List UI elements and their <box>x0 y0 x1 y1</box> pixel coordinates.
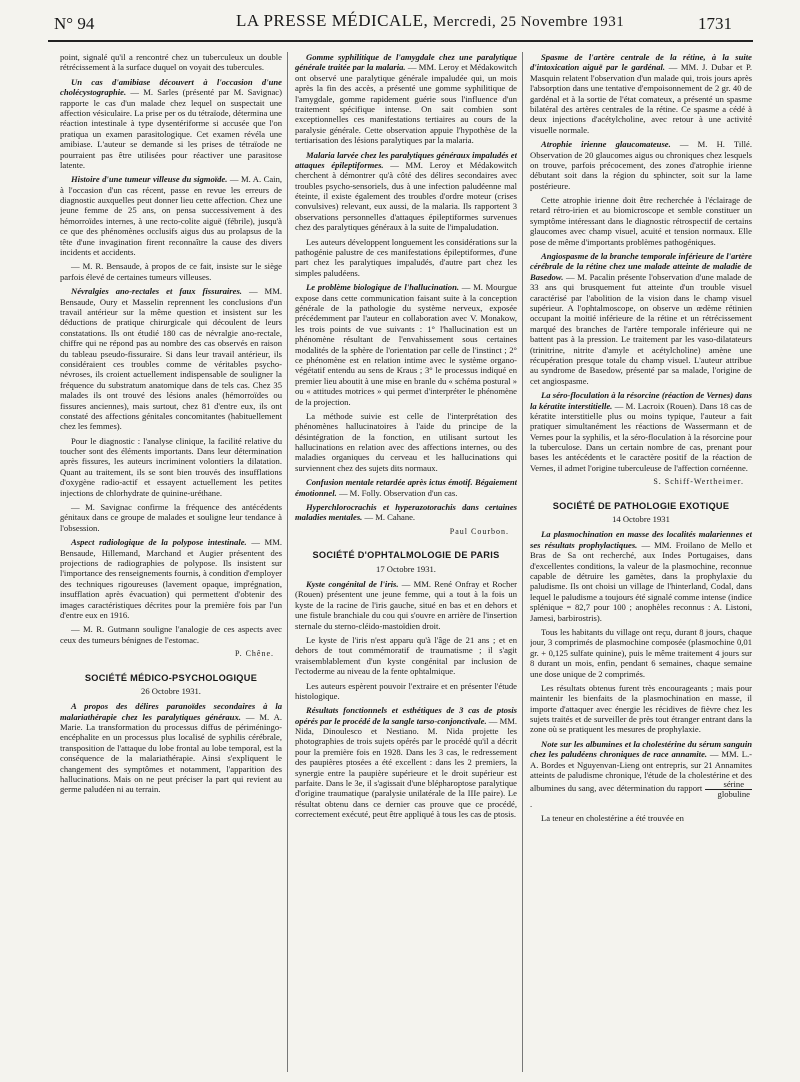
signature: P. Chêne. <box>235 649 274 659</box>
paragraph: point, signalé qu'il a rencontré chez un tuberculeux un double rétrécissement à la surface duquel on voyait des tubercules. <box>60 52 282 73</box>
page-number: 1731 <box>698 14 732 33</box>
column-middle <box>295 52 517 1077</box>
article <box>295 150 517 233</box>
section-heading: SOCIÉTÉ DE PATHOLOGIE EXOTIQUE <box>552 500 730 511</box>
column-left <box>60 52 282 1077</box>
article-body: — MM. René Onfray et Rocher (Rouen) présentent une jeune femme, qui a tout à la fois un kyste de la racine de l'iris gauche, situé en bas et en dehors et une fistule branchiale du cou qui s'ouvre en arrière de l'insertion sternale du sterno-cléido-mastoïdien droit. <box>295 578 517 631</box>
article-title: Aspect radiologique de la polypose intestinale. <box>71 537 247 548</box>
article-title: Gomme syphilitique de l'amygdale chez une paralytique générale traitée par la malaria. <box>295 52 517 73</box>
journal-name: LA PRESSE MÉDICALE, <box>236 11 434 30</box>
article-body: — MM. Nida, Dinoulesco et Nestiano. M. Nida projette les photographies de trois sujets opérés par le procédé qu'il a décrit pour la première fois en 1928. Dans les 3 cas, le redressement des paupières ptosées a été excellent : dans les 2 premiers, la synergie entre la paupière supérieure et le droit supérieur est parfaite. Dans le 3e, il s'agissait d'une blépharoptose paralytique d'origine traumatique (paralysie unilatérale de la IIIe paire). Le résultat obtenu dans ce dernier cas prouve que ce procédé, correctement exécuté, peut être appliqué à tous les cas de ptosis. <box>295 715 517 820</box>
paragraph: La méthode suivie est celle de l'interprétation des phénomènes hallucinatoires à l'aide du principe de la désintégration de la fonction, en utilisant surtout les hallucinations en relation avec des affections internes, ou des maladies organiques du cerveau et les hallucinations qui surviennent chez des sujets dits normaux. <box>295 410 517 473</box>
article <box>60 174 282 257</box>
article-title: Angiospasme de la branche temporale inférieure de l'artère cérébrale de la rétine chez une malade atteinte de maladie de Basedow. <box>530 251 752 282</box>
article-title: La plasmochination en masse des localités malariennes et ses résultats prophylactiques. <box>530 529 752 550</box>
article-title: Névralgies ano-rectales et faux fissuraires. <box>71 286 242 297</box>
header-rule <box>48 40 753 42</box>
discussion: — M. R. Gutmann souligne l'analogie de ces aspects avec ceux des tumeurs bénignes de l'estomac. <box>60 624 282 645</box>
column-divider <box>522 52 523 1072</box>
fraction-numerator: sérine <box>705 780 752 790</box>
article-body: — M. A. Cain, à l'occasion d'un cas récent, passe en revue les erreurs de diagnostic auxquelles peut donner lieu cette affection. Chez une jeune femme de 25 ans, on pensa successivement à des hémorroïdes internes, à une recto-colite aiguë (fébrile), jusqu'à ce que des phénomènes occlusifs aigus dus au prolapsus de la tête d'une invagination firent reconnaître la cause des divers incidents et accidents. <box>60 174 282 258</box>
paragraph: La teneur en cholestérine a été trouvée en <box>541 812 684 823</box>
article-title: Résultats fonctionnels et esthétiques de 3 cas de ptosis opérés par le procédé de la sangle tarso-conjonctivale. <box>295 705 517 726</box>
article-title: Atrophie irienne glaucomateuse. <box>541 139 671 150</box>
article-body: — M. Pacalin présente l'observation d'une malade de 33 ans qui brusquement fut atteinte d'un trouble visuel caractérisé par l'abolition de la vision dans le champ visuel supérieur. A l'ophtalmoscope, on observe un œdème rétinien occupant la moitié inférieure de la rétine et un rétrécissement marqué des branches de l'artère temporale inférieure qui ne battent pas à la pression. Le traitement par les vaso-dilatateurs (trinitrine, nitrite d'amyle et acétylcholine) amène une récupération presque totale du champ visuel. L'auteur attribue au syndrome de Basedow, présenté par sa malade, l'origine de cet angiospasme. <box>530 271 752 386</box>
article <box>295 282 517 407</box>
article-title: La séro-floculation à la résorcine (réaction de Vernes) dans la kératite interstitielle. <box>530 390 752 411</box>
section-date: 17 Octobre 1931. <box>376 563 436 574</box>
paragraph: Les résultats obtenus furent très encourageants ; mais pour maintenir les bienfaits de la plasmochination en masse, il importe d'attaquer avec énergie les récidives de fièvre chez les sujets traités et de surveiller de près tout étranger entrant dans la zone où se pratiquent les mesures de prophylaxie. <box>530 682 752 735</box>
issue-date: Mercredi, 25 Novembre 1931 <box>433 14 625 30</box>
journal-title <box>236 11 624 31</box>
article-title: Spasme de l'artère centrale de la rétine, à la suite d'intoxication aiguë par le gardénal. <box>530 52 752 73</box>
paragraph: Tous les habitants du village ont reçu, durant 8 jours, chaque jour, 3 comprimés de plasmochine composée (plasmochine 0,01 gr. + 0,125 sulfate quinine), puis le même traitement 4 jours sur 8 durant un mois, enfin, pendant 6 semaines, chaque semaine une dose unique de 2 comprimés. <box>530 626 752 679</box>
article-body: — MM. Bensaude, Oury et Masselin reprennent les conclusions d'un travail antérieur sur la même question et insistent sur les déductions de pratique chirurgicale qui découlent de leurs constatations. Ils ont étudié 180 cas de névralgie ano-rectale, chiffre qui ne répond pas au nombre des cas observés en raison du tableau pseudo-fissuraire. Si dans leur travail antérieur, ils considéraient ces troubles comme de véritables psycho-névroses, ils croient actuellement indispensable de souligner la fréquence du substratum anatomique dans de tels cas. Chez 35 malades ils ont trouvé des lésions anales (hémorroïdes ou fissures anciennes), mais surtout, chez 81 d'entre eux, ils ont constaté des affections génitales concomitantes (habituellement chez les femmes). <box>60 286 282 432</box>
article <box>530 739 752 809</box>
article-title: Hyperchlorocrachis et hyperazotorachis dans certaines maladies mentales. <box>295 502 517 523</box>
article-body: — MM. Froilano de Mello et Bras de Sa ont recherché, aux Indes Portugaises, dans d'excellentes conditions, la valeur de la plasmochine, reconnue capable de détruire les gamètes, dans la prophylaxie du paludisme. Ils ont choisi un village de l'hinterland, Codal, dans lequel le paludisme a toujours été signalé comme intense (indice splénique = 82,7 pour 100 ; anophèles reconnus : A. Listoni, Jamesi, barbirostris). <box>530 539 752 623</box>
signature: S. Schiff-Wertheimer. <box>653 477 744 487</box>
article-title: Un cas d'amibiase découvert à l'occasion d'une cholécystographie. <box>60 76 282 98</box>
article <box>530 529 752 623</box>
article-body: — MM. Leroy et Médakowitch ont observé une paralytique générale impaludée qui, un mois après la fin des accès, a présenté une gomme syphilitique de l'amygdale, gomme rapidement guérie sous l'influence d'un traitement spécifique intense. On sait combien sont exceptionnelles ces manifestations tertiaires au cours de la paralysie générale. Cette observation appuie l'hypothèse de la tertiarisation des lésions paralytiques par la malaria. <box>295 62 517 146</box>
article-body: — M. Lacroix (Rouen). Dans 18 cas de kératite interstitielle plus ou moins typique, l'auteur a fait pratiquer simultanément les réactions de Wassermann et de Vernes pour la syphilis, et la séro-floculation à la résorcine pour la tuberculose. Dans un certain nombre de cas, prenant pour bases les antécédents et le caractère positif de la réaction de Vernes, il admet l'origine tuberculeuse de l'affection cornéenne. <box>530 400 752 473</box>
page-header <box>0 0 800 44</box>
article-title: Note sur les albumines et la cholestérine du sérum sanguin chez les paludéens chroniques de race annamite. <box>530 738 752 760</box>
section-heading: SOCIÉTÉ MÉDICO-PSYCHOLOGIQUE <box>84 672 258 683</box>
article-body: — MM. Leroy et Médakowitch cherchent à démontrer qu'à côté des délires secondaires avec troubles psycho-sensoriels, dus à une infection paludéenne mal éteinte, il existe également des troubles d'ordre moteur (crises convulsives) relevant, eux aussi, de la malaria. Ils rapportent 3 observations personnelles d'attaques épileptiformes survenues chez des paralytiques généraux à la suite de l'impaludation. <box>295 159 517 233</box>
article <box>60 701 282 795</box>
article-title: Confusion mentale retardée après ictus émotif. Bégaiement émotionnel. <box>295 477 517 498</box>
article-body: — M. Sarles (présenté par M. Savignac) rapporte le cas d'un malade chez lequel on suspectait une affection vésiculaire. La prise per os du tétraïode, détermina une réaction intestinale à type dysentériforme si accusée que l'on pratiqua un examen parasitologique. Cet examen révéla une amibiase. L'auteur se demande si les prises de tétraïode ne pourraient pas être utilisées pour réactiver une parasitose latente. <box>60 87 282 170</box>
article-body: — M. H. Tillé. Observation de 20 glaucomes aigus ou chroniques chez lesquels on trouve, parfois précocement, des zones d'atrophie irienne débutant soit dans la région du sphincter, soit sur la lame postérieure. <box>530 139 752 191</box>
discussion: — M. Savignac confirme la fréquence des antécédents génitaux dans ce groupe de malades et souligne leur tendance à l'obsession. <box>60 502 282 533</box>
paragraph: Cette atrophie irienne doit être recherchée à l'éclairage de retard rétro-irien et au biomicroscope et semble constituer un symptôme intéressant dans le diagnostic rétrospectif de certains glaucomes avec champ visuel, acuité et tension normaux. Elle pose de même d'importants problèmes pathogéniques. <box>530 195 752 247</box>
article <box>295 579 517 631</box>
article <box>530 390 752 473</box>
ratio-fraction <box>705 780 752 798</box>
article-title: Le problème biologique de l'hallucination. <box>306 282 460 293</box>
article <box>295 502 517 523</box>
article <box>530 139 752 191</box>
section-heading: SOCIÉTÉ D'OPHTALMOLOGIE DE PARIS <box>312 550 500 561</box>
signature: Paul Courbon. <box>449 526 509 536</box>
article-title: Kyste congénital de l'iris. <box>306 578 399 589</box>
article <box>295 52 517 146</box>
article-body: — M. Folly. Observation d'un cas. <box>338 487 458 498</box>
paragraph: Le kyste de l'iris n'est apparu qu'à l'âge de 21 ans ; et en dehors de tout commémoratif de traumatisme ; il s'agit vraisemblablement d'un kyste congénital par inclusion de l'ectoderme au niveau de la fente ophtalmique. <box>295 634 517 677</box>
article-title: Malaria larvée chez les paralytiques généraux impaludés et attaques épileptiformes. <box>295 149 517 170</box>
article-title: A propos des délires paranoïdes secondaires à la malariathérapie chez les paralytiques généraux. <box>60 701 282 722</box>
article-body: — M. Mourgue expose dans cette communication faisant suite à la conception générale de la pathologie du système nerveux, exposée précédemment par l'auteur en collaboration avec V. Monakow, les trois points de vue suivants : 1° l'hallucination est un phénomène résultant de l'envahissement sous certaines modalités de la sphère de l'orientation par celle de l'instinct ; 2° ce phénomène est en relation intime avec le système organo-végétatif entendu au sens de Kraus ; 3° le processus indiqué en premier lieu aboutit à une mise en branle du « schéma postural » ou « attitudes motrices » qui permet d'interpréter le phénomène de la projection. <box>295 282 517 407</box>
paragraph: Les auteurs espèrent pouvoir l'extraire et en présenter l'étude histologique. <box>295 680 517 701</box>
article <box>295 705 517 819</box>
issue-number: N° 94 <box>54 14 95 33</box>
column-right <box>530 52 752 1077</box>
article <box>60 537 282 620</box>
section-date: 14 Octobre 1931 <box>612 514 670 525</box>
column-divider <box>287 52 288 1072</box>
article-body: — MM. L.-A. Bordes et Nguyenvan-Lieng ont entrepris, sur 21 Annamites atteints de paludisme chronique, l'étude de la cholestérine et des albumines du sang, avec détermination du rapport <box>530 749 752 794</box>
article <box>530 251 752 386</box>
article-body: — M. Cahane. <box>364 512 416 523</box>
section-date: 26 Octobre 1931. <box>141 685 201 696</box>
article-body: — MM. Bensaude, Hillemand, Marchand et Augier présentent des projections de radiographies de polypose. Ils insistent sur l'importance des renseignements fournis, à condition d'employer des techniques rigoureuses (lavement opaque, imprégnation, insufflation après évacuation) qui permettent d'obtenir des images caractéristiques décrites pour la première fois par l'un d'entre eux en 1916. <box>60 537 282 620</box>
article <box>295 477 517 498</box>
paragraph: Les auteurs développent longuement les considérations sur la pathogénie palustre de ces manifestations épileptiformes, d'une part chez les paralytiques impaludés, d'autre part chez les simples paludéens. <box>295 236 517 278</box>
article <box>60 77 282 171</box>
fraction-denominator: globuline <box>717 789 750 799</box>
article-body: — M. A. Marie. La transformation du processus diffus de périméningo-encéphalite en un processus plus localisé de syphilis cérébrale, transposition de l'attaque du lobe frontal au lobe temporal, est la conséquence de la malariathérapie. Ainsi s'expliquent le changement des symptômes et notamment, l'apparition des hallucinations. Mais on ne peut préciser la part qui revient au germe paludéen ni au terrain. <box>60 711 282 795</box>
article <box>60 286 282 431</box>
article <box>530 52 752 135</box>
paragraph: Pour le diagnostic : l'analyse clinique, la facilité relative du toucher sont des éléments importants. Dans leur détermination après fissures, les auteurs incriminent volontiers la dilatation. Quant au traitement, ils se sont bien trouvés des insufflations d'oxygène radio-actif et essayent actuellement les petites injections de chlorhydrate de quinine-uréthane. <box>60 435 282 498</box>
sentence-end: . <box>530 798 533 809</box>
article-title: Histoire d'une tumeur villeuse du sigmoïde. <box>71 174 228 185</box>
discussion: — M. R. Bensaude, à propos de ce fait, insiste sur le siège parfois élevé de certaines tumeurs villeuses. <box>60 261 282 282</box>
article-body: — MM. J. Dubar et P. Masquin relatent l'observation d'un malade qui, trois jours après l'absorption dans une tentative d'empoisonnement de 2 gr. 40 de gardénal et à la sortie de l'état comateux, a présenté un spasme bilatéral des artères centrales de la rétine. Ce spasme a cédé à deux injections d'acétylcholine, avec retour à une activité visuelle normale. <box>530 62 752 135</box>
